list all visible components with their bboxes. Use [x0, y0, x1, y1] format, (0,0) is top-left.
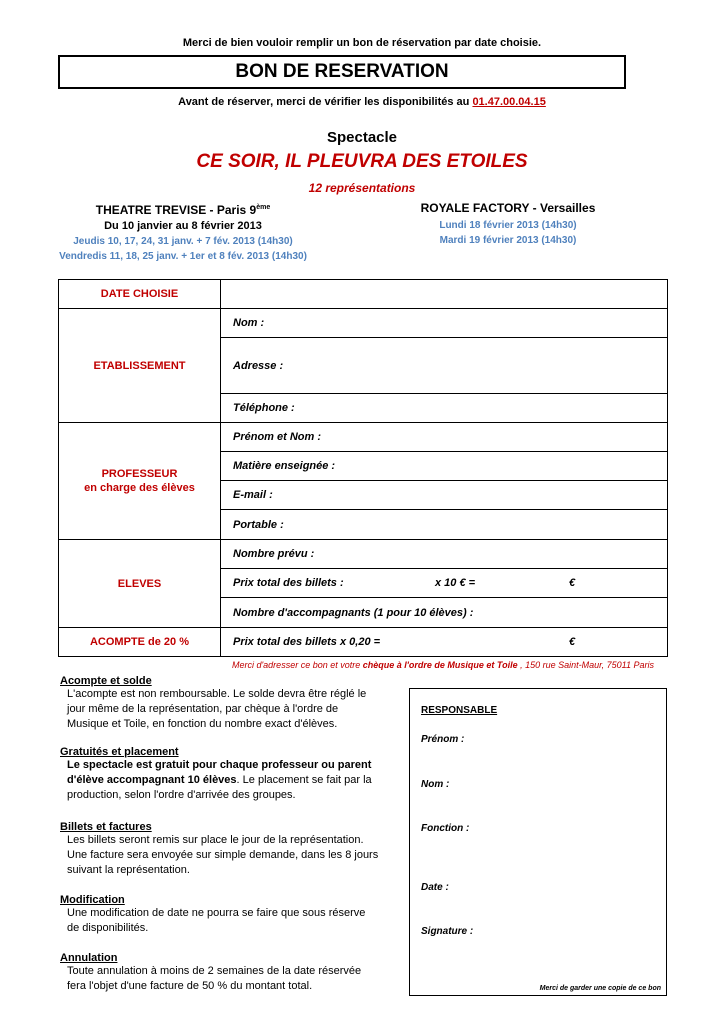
intro-text: Merci de bien vouloir remplir un bon de réservation par date choisie.	[182, 37, 542, 49]
representations-count: 12 représentations	[308, 181, 416, 195]
responsable-box[interactable]	[409, 688, 667, 996]
section-acompte-text: L'acompte est non remboursable. Le solde devra être réglé le jour même de la représentation, par chèque à l'ordre de Musique et Toile, en fonction du nombre exact d'élèves.	[67, 688, 367, 730]
etab-name-field[interactable]	[221, 309, 668, 338]
prof-subject-field[interactable]	[221, 452, 668, 481]
prof-name-field[interactable]	[221, 423, 668, 452]
etablissement-label: ETABLISSEMENT	[59, 309, 221, 423]
section-billets-text: Les billets seront remis sur place le jour de la représentation. Une facture sera envoyée sur simple demande, dans les 8 jours suivant la représentation.	[67, 834, 379, 876]
venue-trevise-dates: Du 10 janvier au 8 février 2013	[104, 220, 262, 232]
section-acompte-title: Acompte et solde	[60, 675, 152, 687]
section-acompte	[60, 675, 380, 732]
phone-link[interactable]: 01.47.00.04.15	[472, 96, 546, 108]
responsable-fonction: Fonction :	[421, 823, 470, 834]
acompte-label: ACOMPTE de 20 %	[59, 628, 221, 657]
eleves-total-label: Prix total des billets :	[233, 577, 344, 589]
responsable-signature: Signature :	[421, 926, 474, 937]
etab-address-field[interactable]	[221, 338, 668, 394]
availability-notice	[0, 96, 724, 108]
responsable-prenom: Prénom :	[421, 734, 465, 745]
availability-text: Avant de réserver, merci de vérifier les disponibilités au	[178, 96, 473, 108]
acompte-euro: €	[569, 636, 576, 648]
venue-trevise-schedule-1: Jeudis 10, 17, 24, 31 janv. + 7 fév. 2013 (14h30)	[73, 236, 293, 247]
spectacle-label: Spectacle	[326, 129, 398, 146]
professeur-label-line-2: en charge des élèves	[84, 482, 195, 494]
section-annulation-text: Toute annulation à moins de 2 semaines de la date réservée fera l'objet d'une facture de 50 % du montant total.	[67, 965, 362, 992]
responsable-title: RESPONSABLE	[421, 705, 498, 716]
eleves-accomp-field[interactable]	[221, 598, 668, 628]
prof-subject-label: Matière enseignée :	[233, 460, 336, 472]
send-note-suffix: , 150 rue Saint-Maur, 75011 Paris	[517, 660, 654, 670]
prof-mobile-field[interactable]	[221, 510, 668, 540]
etab-phone-field[interactable]	[221, 394, 668, 423]
page-title-box	[58, 55, 626, 89]
eleves-multiplier: x 10 € =	[435, 577, 476, 589]
venue-trevise-name: THEATRE TREVISE - Paris 9ème	[95, 203, 271, 217]
section-annulation	[60, 952, 378, 994]
etab-address-label: Adresse :	[233, 359, 284, 372]
section-gratuites-text: . Le placement se fait par la production, selon l'ordre d'arrivée des groupes.	[67, 774, 372, 801]
date-choisie-label: DATE CHOISIE	[59, 280, 221, 309]
section-modification	[60, 894, 378, 936]
date-choisie-field[interactable]	[221, 280, 668, 309]
section-billets-title: Billets et factures	[60, 821, 152, 833]
prof-name-label: Prénom et Nom :	[233, 431, 322, 443]
eleves-count-field[interactable]	[221, 540, 668, 569]
section-billets	[60, 821, 380, 878]
eleves-count-label: Nombre prévu :	[233, 548, 315, 560]
venue-trevise	[52, 200, 314, 264]
page-title: BON DE RESERVATION	[235, 61, 449, 82]
venue-trevise-schedule-2: Vendredis 11, 18, 25 janv. + 1er et 8 fév. 2013 (14h30)	[59, 251, 307, 262]
eleves-total-field[interactable]	[221, 569, 668, 598]
acompte-total-field[interactable]	[221, 628, 668, 657]
venue-royale-schedule-2: Mardi 19 février 2013 (14h30)	[439, 235, 577, 246]
etab-phone-label: Téléphone :	[233, 402, 295, 414]
keep-copy-note: Merci de garder une copie de ce bon	[539, 985, 661, 992]
section-gratuites-title: Gratuités et placement	[60, 746, 179, 758]
section-annulation-title: Annulation	[60, 952, 118, 964]
section-gratuites	[60, 746, 382, 803]
responsable-nom: Nom :	[421, 779, 450, 790]
prof-email-label: E-mail :	[233, 489, 273, 501]
send-note	[0, 660, 654, 670]
send-note-bold: chèque à l'ordre de Musique et Toile	[362, 660, 518, 670]
venue-trevise-sup: ème	[256, 204, 271, 211]
reservation-form	[58, 279, 668, 657]
prof-mobile-label: Portable :	[233, 518, 284, 531]
professeur-label-line-1: PROFESSEUR	[101, 468, 178, 480]
eleves-euro: €	[569, 577, 576, 589]
section-modification-title: Modification	[60, 894, 125, 906]
send-note-prefix: Merci d'adresser ce bon et votre	[231, 660, 363, 670]
acompte-total-label: Prix total des billets x 0,20 =	[233, 636, 381, 648]
etab-name-label: Nom :	[233, 317, 265, 329]
responsable-date: Date :	[421, 882, 449, 893]
venue-royale	[402, 200, 614, 248]
section-gratuites-body	[67, 758, 382, 803]
eleves-label: ELEVES	[59, 540, 221, 628]
section-modification-text: Une modification de date ne pourra se faire que sous réserve de disponibilités.	[67, 907, 366, 934]
prof-email-field[interactable]	[221, 481, 668, 510]
eleves-accomp-label: Nombre d'accompagnants (1 pour 10 élèves) :	[233, 606, 474, 619]
venue-royale-name: ROYALE FACTORY - Versailles	[420, 201, 596, 215]
professeur-label	[59, 423, 221, 540]
show-title: CE SOIR, IL PLEUVRA DES ETOILES	[196, 151, 528, 172]
section-gratuites-bold: Le spectacle est gratuit pour chaque professeur ou parent d'élève accompagnant 10 élèves	[67, 759, 372, 786]
venue-royale-schedule-1: Lundi 18 février 2013 (14h30)	[439, 220, 577, 231]
